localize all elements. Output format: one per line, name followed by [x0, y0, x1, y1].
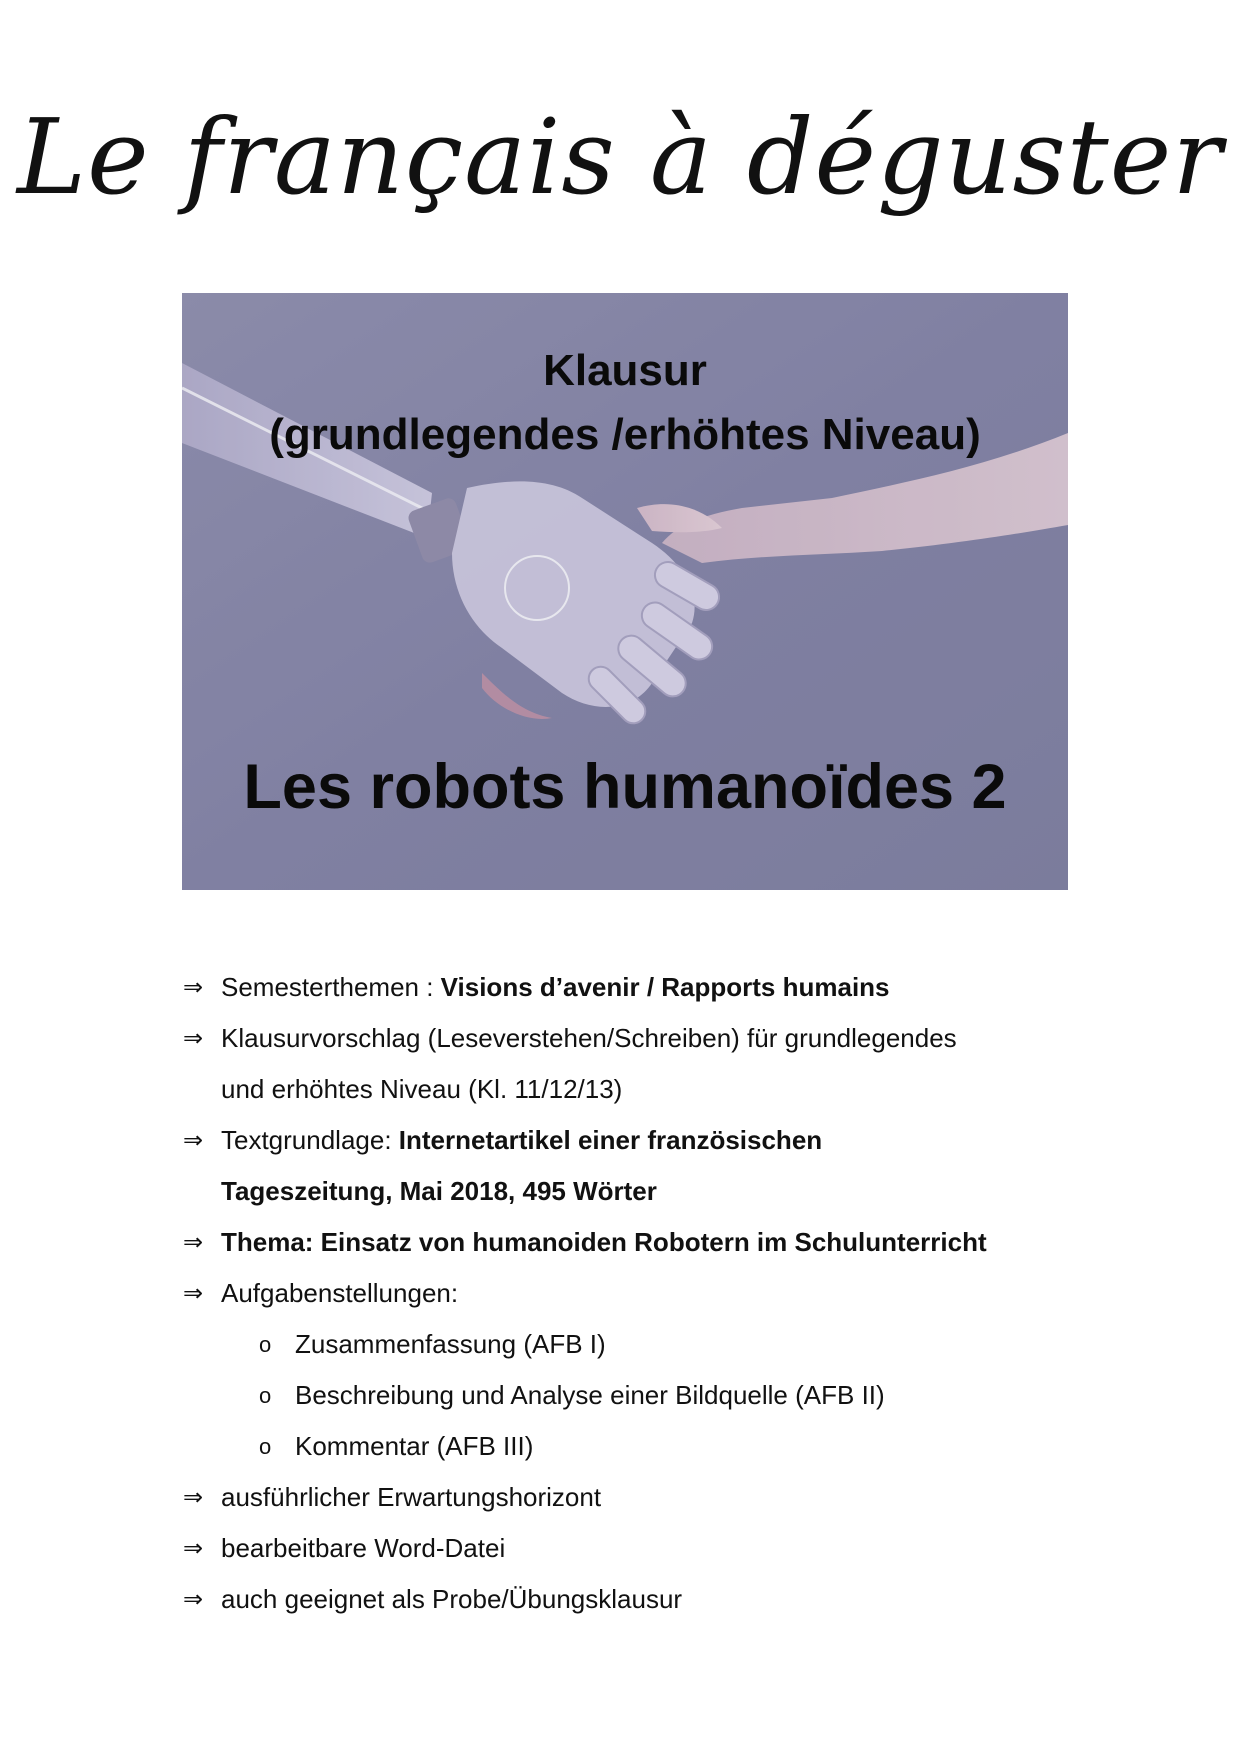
- arrow-icon: ⇒: [183, 1279, 204, 1307]
- bullet-icon: o: [259, 1383, 272, 1408]
- arrow-icon: ⇒: [183, 1126, 204, 1154]
- page-title: Le français à déguster: [17, 96, 1223, 218]
- list-item: ⇒ Thema: Einsatz von humanoiden Robotern im Schulunterricht: [183, 1217, 1113, 1268]
- task-sub-list: [183, 1319, 1113, 1472]
- cover-image: [182, 293, 1068, 890]
- sub-list-item: o Zusammenfassung (AFB I): [183, 1319, 1113, 1370]
- bullet-icon: o: [259, 1332, 272, 1357]
- arrow-icon: ⇒: [183, 1483, 204, 1511]
- hero-heading: Les robots humanoïdes 2: [243, 752, 1007, 822]
- sub-list-item: o Kommentar (AFB III): [183, 1421, 1113, 1472]
- arrow-icon: ⇒: [183, 973, 204, 1001]
- arrow-icon: ⇒: [183, 1585, 204, 1613]
- list-item: ⇒ Klausurvorschlag (Leseverstehen/Schreiben) für grundlegendes und erhöhtes Niveau (Kl. 11/12/13): [183, 1013, 1113, 1115]
- arrow-icon: ⇒: [183, 1024, 204, 1052]
- list-item: ⇒ ausführlicher Erwartungshorizont: [183, 1472, 1113, 1523]
- hero-title: Klausur: [543, 346, 707, 395]
- list-item: ⇒ bearbeitbare Word-Datei: [183, 1523, 1113, 1574]
- list-item: ⇒ Textgrundlage: Internetartikel einer französischen Tageszeitung, Mai 2018, 495 Wörter: [183, 1115, 1113, 1217]
- list-item: ⇒ auch geeignet als Probe/Übungsklausur: [183, 1574, 1113, 1625]
- hero-subtitle: (grundlegendes /erhöhtes Niveau): [269, 410, 981, 459]
- list-item: ⇒ Semesterthemen : Visions d’avenir / Rapports humains: [183, 962, 1113, 1013]
- bullet-icon: o: [259, 1434, 272, 1459]
- sub-list-container: [183, 1319, 1113, 1472]
- arrow-icon: ⇒: [183, 1534, 204, 1562]
- arrow-icon: ⇒: [183, 1228, 204, 1256]
- list-item: ⇒ Aufgabenstellungen:: [183, 1268, 1113, 1319]
- sub-list-item: o Beschreibung und Analyse einer Bildquelle (AFB II): [183, 1370, 1113, 1421]
- info-list: [183, 962, 1113, 1625]
